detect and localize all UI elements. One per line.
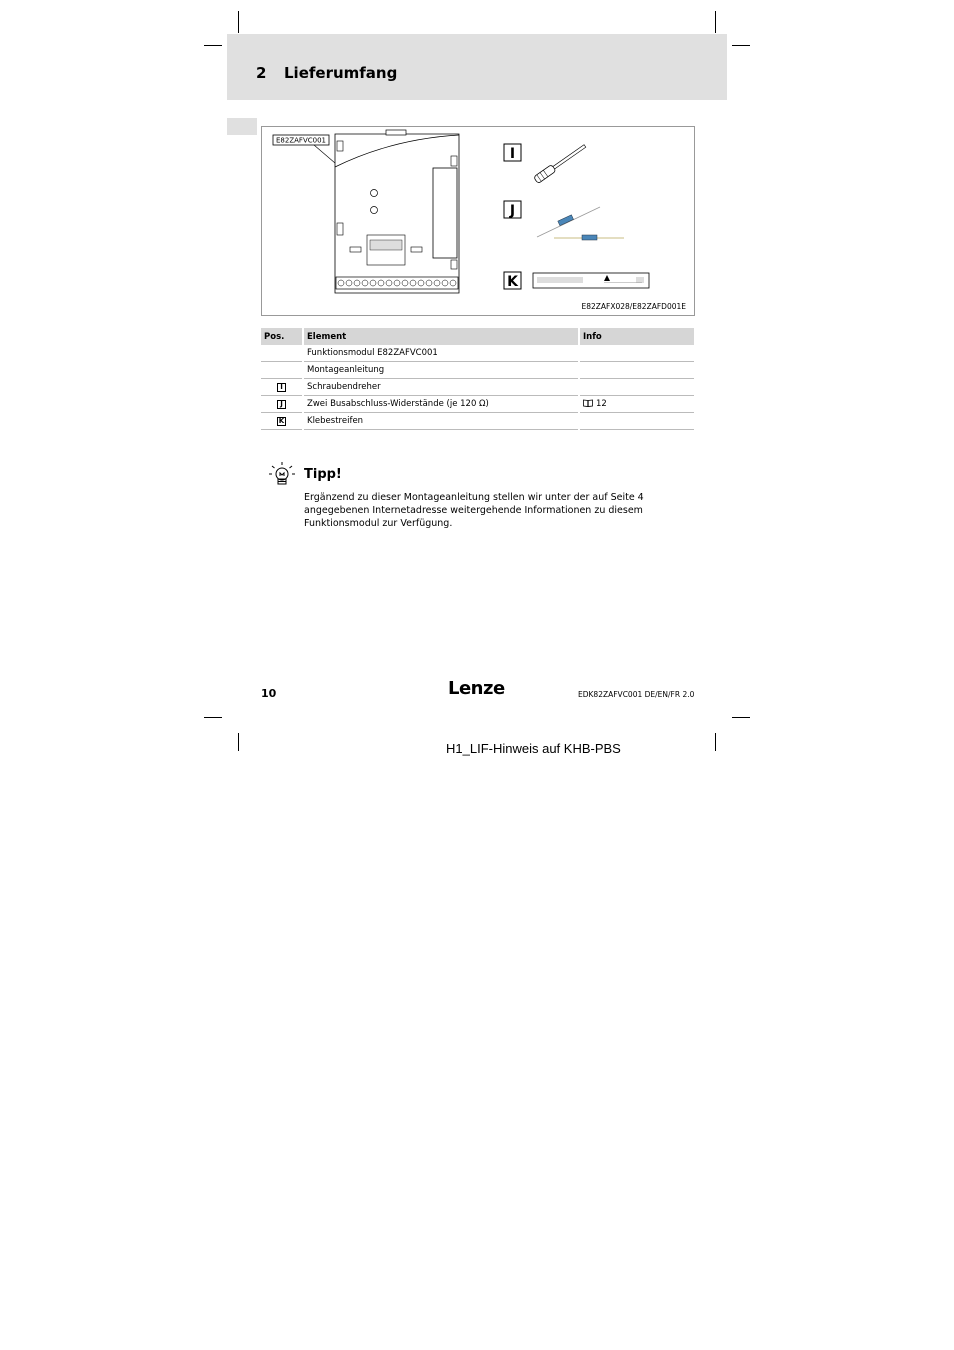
table-row — [261, 396, 694, 413]
crop-mark — [732, 717, 750, 718]
item-label-i: I — [509, 146, 516, 162]
parts-table — [261, 328, 694, 430]
chapter-title-text: Lieferumfang — [284, 64, 398, 82]
tip-text: Ergänzend zu dieser Montageanleitung stellen wir unter der auf Seite 4 angegebenen Internetadresse weitergehende Informationen zu diesem Funktionsmodul zur Verfügung. — [304, 492, 644, 529]
element-cell: Zwei Busabschluss-Widerstände (je 120 Ω) — [303, 396, 579, 413]
element-cell: Montageanleitung — [303, 362, 579, 379]
pos-cell — [261, 396, 303, 413]
document-code: EDK82ZAFVC001 DE/EN/FR 2.0 — [578, 690, 695, 699]
crop-mark — [204, 45, 222, 46]
page-number: 10 — [261, 687, 277, 700]
crop-mark — [715, 733, 716, 751]
pos-label: I — [277, 383, 286, 392]
module-label: E82ZAFVC001 — [276, 136, 326, 145]
info-cell — [579, 362, 694, 379]
info-cell — [579, 396, 694, 413]
pos-label: K — [278, 417, 285, 425]
crop-mark — [732, 45, 750, 46]
table-row — [261, 345, 694, 362]
column-header-info: Info — [579, 328, 694, 345]
item-label-j: J — [509, 203, 516, 219]
figure-drawing — [262, 127, 694, 315]
lenze-logo: Lenze — [448, 678, 505, 699]
element-cell: Klebestreifen — [303, 413, 579, 430]
column-header-element: Element — [303, 328, 579, 345]
info-cell — [579, 379, 694, 396]
crop-mark — [204, 717, 222, 718]
table-row — [261, 362, 694, 379]
lightbulb-icon — [267, 459, 297, 493]
pos-cell — [261, 413, 303, 430]
side-tab — [227, 118, 257, 135]
column-header-pos: Pos. — [261, 328, 303, 345]
element-cell: Funktionsmodul E82ZAFVC001 — [303, 345, 579, 362]
pos-cell — [261, 379, 303, 396]
element-cell: Schraubendreher — [303, 379, 579, 396]
chapter-title — [256, 64, 397, 82]
crop-mark — [715, 11, 716, 33]
info-cell — [579, 345, 694, 362]
pos-cell — [261, 362, 303, 379]
crop-mark — [238, 11, 239, 33]
item-label-k: K — [507, 274, 518, 290]
table-row — [261, 379, 694, 396]
info-cell — [579, 413, 694, 430]
crop-mark — [238, 733, 239, 751]
caption: H1_LIF-Hinweis auf KHB-PBS — [446, 741, 621, 756]
tip-title: Tipp! — [304, 467, 342, 482]
pos-cell — [261, 345, 303, 362]
chapter-number: 2 — [256, 64, 267, 82]
page-reference: 12 — [596, 399, 607, 409]
delivery-figure — [261, 126, 695, 316]
table-header-row — [261, 328, 694, 345]
pos-label: J — [277, 400, 286, 409]
table-row — [261, 413, 694, 430]
figure-code: E82ZAFX028/E82ZAFD001E — [581, 302, 686, 311]
book-icon — [583, 399, 593, 407]
